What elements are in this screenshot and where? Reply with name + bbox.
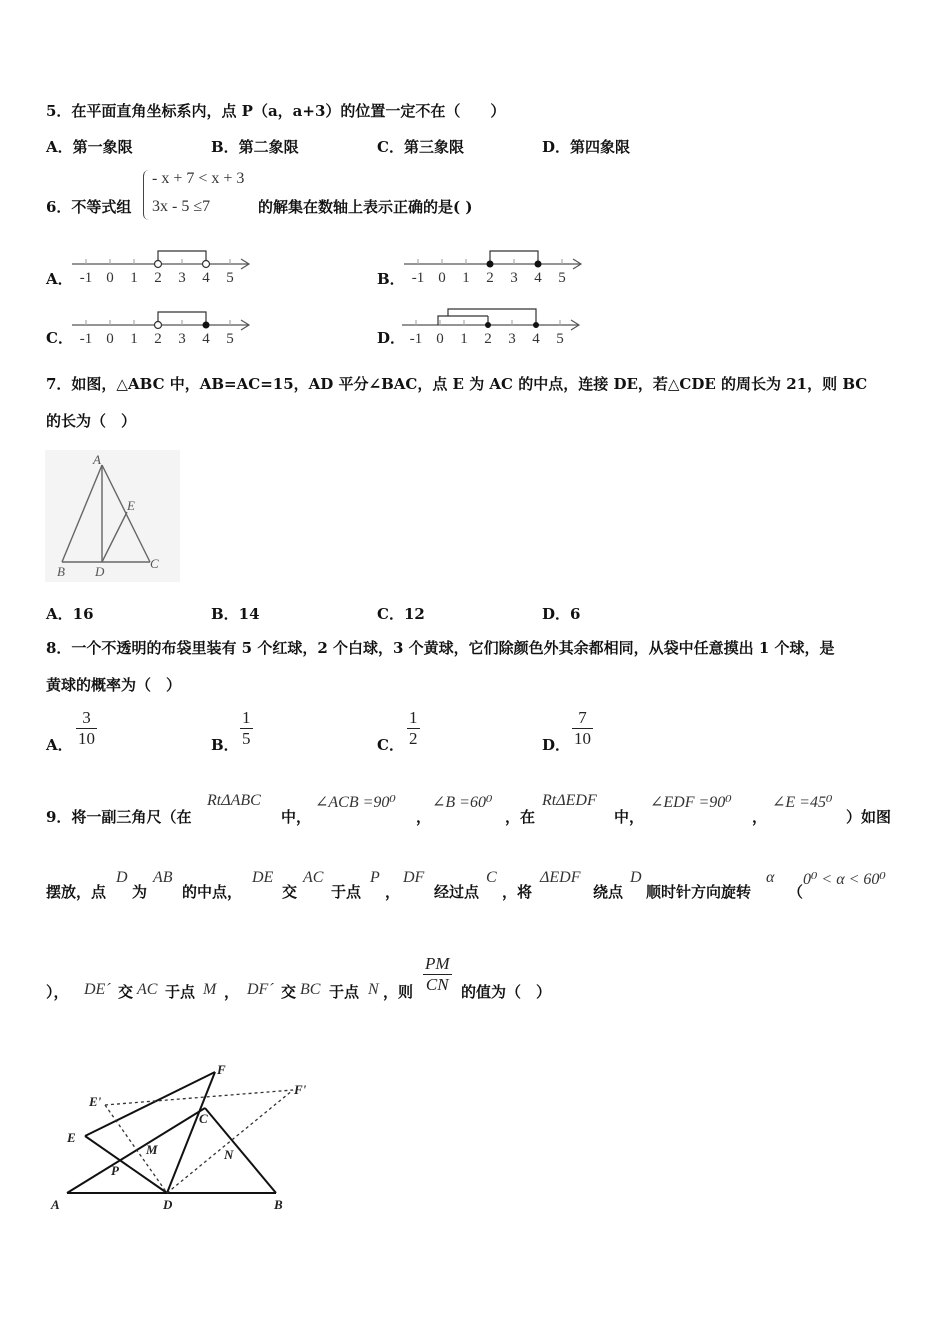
q9-line3-2: 交	[118, 983, 134, 1001]
q9-text-4: ，在	[505, 808, 536, 826]
label-a: A	[51, 1197, 60, 1212]
tick-label: 5	[226, 270, 234, 286]
q9-line3-m: M	[203, 981, 217, 998]
q9-line3-8: 的值为（ ）	[461, 983, 552, 1001]
q9-line3-de-prime: DE´	[84, 981, 111, 998]
q6-label-b[interactable]: B．	[377, 270, 405, 288]
denominator: CN	[425, 975, 449, 994]
tick-label: 0	[436, 331, 444, 347]
tick-label: 5	[226, 331, 234, 347]
q6-label-c[interactable]: C．	[46, 329, 73, 347]
label-d: D	[95, 564, 105, 579]
q9-text-6: ，	[752, 808, 768, 826]
q9-math-b: ∠B =60⁰	[432, 794, 493, 811]
label-n: N	[224, 1147, 234, 1162]
q6-system-brace	[143, 170, 152, 220]
q6-inequality-2: 3x - 5 ≤7	[152, 198, 211, 215]
tick-label: 0	[106, 331, 114, 347]
q9-line2-3: 的中点，	[182, 883, 243, 901]
q7-stem-line-1: 7．如图，△ABC 中，AB=AC=15，AD 平分∠BAC，点 E 为 AC 的中点，连接 DE，若△CDE 的周长为 21，则 BC	[46, 375, 868, 393]
tick-label: 4	[532, 331, 540, 347]
tick-label: -1	[79, 331, 93, 347]
q9-text-2: 中，	[281, 808, 312, 826]
denominator: 2	[409, 729, 418, 748]
q9-line2-1: 摆放，点	[46, 883, 107, 901]
segment-ef	[85, 1072, 215, 1136]
tick-label: 2	[154, 270, 162, 286]
q9-line2-de: DE	[252, 869, 274, 886]
q7-option-c[interactable]: C．12	[377, 605, 425, 623]
tick-label: 2	[484, 331, 492, 347]
label-f: F	[217, 1062, 226, 1077]
q7-stem-line-2: 的长为（ ）	[46, 412, 137, 430]
label-b: B	[57, 564, 65, 579]
label-e: E	[67, 1130, 76, 1145]
tick-label: 3	[178, 331, 186, 347]
tick-label: 1	[460, 331, 468, 347]
q9-math-rt-abc: RtΔABC	[207, 792, 261, 809]
q9-line2-4: 交	[282, 883, 298, 901]
q6-suffix: 的解集在数轴上表示正确的是( )	[258, 198, 473, 216]
q8-stem-line-1: 8．一个不透明的布袋里装有 5 个红球，2 个白球，3 个黄球，它们除颜色外其余都相同，从袋中任意摸出 1 个球，是	[46, 639, 835, 657]
numerator: 1	[242, 708, 251, 727]
tick-label: 5	[556, 331, 564, 347]
q9-line3-1: ），	[46, 983, 69, 1001]
tick-label: -1	[79, 270, 93, 286]
tick-label: 4	[534, 270, 542, 286]
q7-option-a[interactable]: A．16	[46, 605, 94, 623]
q8-fraction-a	[76, 708, 97, 749]
label-e: E	[127, 498, 135, 513]
q9-line2-alpha: α	[766, 869, 775, 886]
q9-line2-6: ，	[385, 883, 401, 901]
tick-label: 1	[130, 270, 138, 286]
q8-label-b[interactable]: B．	[211, 736, 239, 754]
q9-line2-10: 顺时针方向旋转	[646, 883, 752, 901]
q9-text-1: 9．将一副三角尺（在	[46, 808, 192, 826]
q9-line2-tri-edf: ΔEDF	[540, 869, 581, 886]
q9-line3-5: 交	[281, 983, 297, 1001]
q9-line2-11: （	[788, 883, 804, 901]
numerator: 3	[82, 708, 91, 727]
tick-label: 5	[558, 270, 566, 286]
q9-fraction-pm-cn	[423, 954, 452, 995]
q9-math-e: ∠E =45⁰	[772, 794, 833, 811]
q8-fraction-d	[572, 708, 593, 749]
q6-label-d[interactable]: D．	[377, 329, 406, 347]
q9-triangle-figure	[45, 1060, 315, 1220]
denominator: 10	[574, 729, 591, 748]
q9-line2-ac: AC	[303, 869, 324, 886]
q9-line2-7: 经过点	[434, 883, 480, 901]
q9-line2-2: 为	[132, 883, 148, 901]
q5-option-d[interactable]: D．第四象限	[542, 138, 631, 156]
q5-option-b[interactable]: B．第二象限	[211, 138, 299, 156]
denominator: 10	[78, 729, 95, 748]
q9-line2-ab: AB	[153, 869, 173, 886]
q9-line3-3: 于点	[165, 983, 196, 1001]
tick-label: 4	[202, 270, 210, 286]
q9-line2-d: D	[116, 869, 128, 886]
tick-label: 4	[202, 331, 210, 347]
number-line-b[interactable]	[402, 246, 587, 286]
segment-cb	[205, 1108, 276, 1193]
numerator: 1	[409, 708, 418, 727]
q9-line2-range: 0⁰ < α < 60⁰	[803, 871, 886, 888]
segment-e-prime-f-prime	[105, 1090, 293, 1105]
tick-label: 1	[462, 270, 470, 286]
numerator: PM	[425, 954, 450, 973]
tick-label: 2	[486, 270, 494, 286]
q9-text-3: ，	[416, 808, 432, 826]
label-p: P	[111, 1163, 119, 1178]
segment-d-e-prime	[105, 1105, 167, 1193]
q7-option-d[interactable]: D．6	[542, 605, 581, 623]
number-line-d[interactable]	[400, 305, 585, 347]
q5-stem: 5．在平面直角坐标系内，点 P（a，a+3）的位置一定不在（ ）	[46, 102, 506, 120]
q9-line2-p: P	[370, 869, 380, 886]
q9-line3-7: ，则	[383, 983, 414, 1001]
label-f-prime: F'	[294, 1082, 307, 1097]
q8-stem-line-2: 黄球的概率为（ ）	[46, 676, 182, 694]
q9-math-edf: ∠EDF =90⁰	[650, 794, 732, 811]
label-e-prime: E'	[89, 1094, 102, 1109]
q7-triangle-figure	[45, 450, 180, 582]
q9-math-rt-edf: RtΔEDF	[542, 792, 597, 809]
tick-label: 2	[154, 331, 162, 347]
number-line-a[interactable]	[70, 246, 255, 286]
denominator: 5	[242, 729, 251, 748]
q9-math-acb: ∠ACB =90⁰	[315, 794, 396, 811]
q9-line3-ac: AC	[137, 981, 158, 998]
label-a: A	[93, 452, 101, 467]
label-c: C	[150, 556, 159, 571]
tick-label: 0	[438, 270, 446, 286]
segment-d-f-prime	[167, 1090, 293, 1193]
q9-line3-n: N	[368, 981, 379, 998]
q7-option-b[interactable]: B．14	[211, 605, 260, 623]
q5-option-c[interactable]: C．第三象限	[377, 138, 464, 156]
tick-label: 3	[508, 331, 516, 347]
q9-text-7: ）如图	[846, 808, 892, 826]
q9-line2-9: 绕点	[593, 883, 624, 901]
number-line-c[interactable]	[70, 307, 255, 347]
q6-inequality-1: - x + 7 < x + 3	[152, 170, 245, 187]
q8-fraction-b	[240, 708, 253, 749]
q9-line2-d2: D	[630, 869, 642, 886]
q9-line3-df-prime: DF´	[247, 981, 274, 998]
q9-line2-df: DF	[403, 869, 425, 886]
q5-option-a[interactable]: A．第一象限	[46, 138, 133, 156]
tick-label: -1	[411, 270, 425, 286]
tick-label: 0	[106, 270, 114, 286]
q9-line3-4: ，	[224, 983, 240, 1001]
tick-label: 1	[130, 331, 138, 347]
segment-df	[167, 1072, 215, 1193]
label-b: B	[274, 1197, 283, 1212]
q9-line2-5: 于点	[331, 883, 362, 901]
label-d: D	[163, 1197, 173, 1212]
q9-text-5: 中，	[614, 808, 645, 826]
q9-line3-6: 于点	[329, 983, 360, 1001]
q8-label-c[interactable]: C．	[377, 736, 404, 754]
q8-label-d[interactable]: D．	[542, 736, 571, 754]
q9-line3-bc: BC	[300, 981, 321, 998]
q9-line2-c: C	[486, 869, 497, 886]
numerator: 7	[578, 708, 587, 727]
tick-label: 3	[178, 270, 186, 286]
tick-label: -1	[409, 331, 423, 347]
q6-label-a[interactable]: A．	[46, 270, 73, 288]
q6-prefix: 6．不等式组	[46, 198, 132, 216]
q9-line2-8: ，将	[502, 883, 533, 901]
q8-fraction-c	[407, 708, 420, 749]
label-c: C	[199, 1111, 208, 1126]
q8-label-a[interactable]: A．	[46, 736, 73, 754]
tick-label: 3	[510, 270, 518, 286]
label-m: M	[146, 1142, 158, 1157]
